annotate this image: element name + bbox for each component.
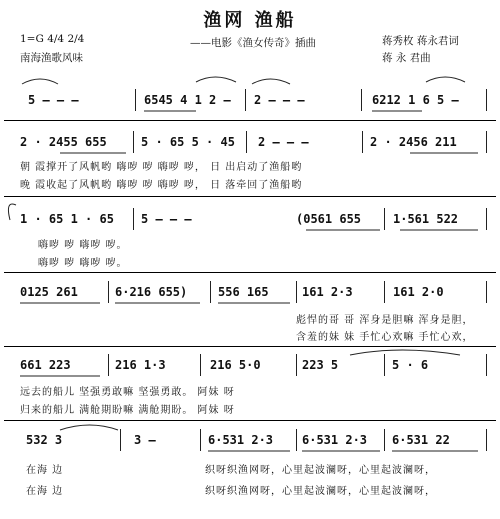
lyric-line-4: 织呀织渔网呀，心里起波澜呀，心里起波澜呀，	[205, 486, 436, 497]
measure: (0561 655	[296, 212, 362, 226]
tie-slur	[426, 77, 465, 82]
key-meter: 1=G 4/4 2/4	[20, 33, 85, 45]
lyric-line-3: 织呀织渔网呀，心里起波澜呀，心里起波澜呀，	[205, 465, 436, 476]
measure: 5 — — —	[141, 212, 192, 226]
measure: 5 · 6	[392, 358, 429, 372]
tie-slur	[22, 79, 58, 84]
measure: 6545 4 1 2 —	[144, 93, 231, 107]
tie-slur	[60, 425, 118, 430]
measure: 1 · 65 1 · 65	[20, 212, 114, 226]
source-note: ——电影《渔女传奇》插曲	[190, 37, 316, 49]
measure: 2 · 2455 655	[20, 135, 107, 149]
composer: 蒋 永 君曲	[382, 52, 431, 64]
lyric-line-1: 朝 霞撑开了风帆哟 嗨哕 哕 嗨哕 哕， 日 出启动了渔船哟	[20, 162, 303, 173]
lyric-line-2: 嗨哕 哕 嗨哕 哕。	[38, 258, 128, 269]
measure: 6·216 655)	[115, 285, 188, 299]
measure: 2 — — —	[258, 135, 309, 149]
lyric-line-2: 含羞的妹 妹 手忙心欢嘛 手忙心欢，	[296, 332, 474, 343]
lyric-line-2: 晚 霞收起了风帆哟 嗨哕 哕 嗨哕 哕， 日 落牵回了渔船哟	[20, 180, 303, 191]
tie-slur	[350, 350, 460, 355]
lyric-line-1: 彪悍的哥 哥 浑身是胆嘛 浑身是胆，	[296, 315, 474, 326]
measure: 661 223	[20, 358, 71, 372]
measure: 0125 261	[20, 285, 78, 299]
measure: 3 —	[134, 433, 156, 447]
lyric-line-2: 归来的船儿 满舱期盼嘛 满舱期盼。 阿妹 呀	[20, 405, 235, 416]
measure: 216 5·0	[210, 358, 261, 372]
tie-slur	[8, 204, 16, 220]
measure: 2 — — —	[254, 93, 305, 107]
measure: 161 2·3	[302, 285, 353, 299]
measure: 6·531 2·3	[208, 433, 274, 447]
tie-slur	[252, 79, 290, 84]
lyric-line-1: 在海 边	[26, 465, 64, 476]
measure: 6·531 22	[392, 433, 450, 447]
measure: 6·531 2·3	[302, 433, 368, 447]
lyricist: 蒋秀枚 蒋永君词	[382, 35, 459, 47]
lyric-line-2: 在海 边	[26, 486, 64, 497]
style-label: 南海渔歌风味	[20, 52, 83, 64]
lyric-line-1: 嗨哕 哕 嗨哕 哕。	[38, 240, 128, 251]
tie-slur	[196, 77, 236, 82]
measure: 556 165	[218, 285, 269, 299]
measure: 1·561 522	[393, 212, 459, 226]
measure: 223 5	[302, 358, 339, 372]
measure: 161 2·0	[393, 285, 444, 299]
measure: 6212 1 6 5 —	[372, 93, 459, 107]
measure: 216 1·3	[115, 358, 166, 372]
measure: 5 — — —	[28, 93, 79, 107]
measure: 532 3	[26, 433, 63, 447]
song-title: 渔网 渔船	[203, 10, 297, 31]
measure: 5 · 65 5 · 45	[141, 135, 235, 149]
measure: 2 · 2456 211	[370, 135, 457, 149]
lyric-line-1: 远去的船儿 坚强勇敢嘛 坚强勇敢。 阿妹 呀	[20, 387, 235, 398]
